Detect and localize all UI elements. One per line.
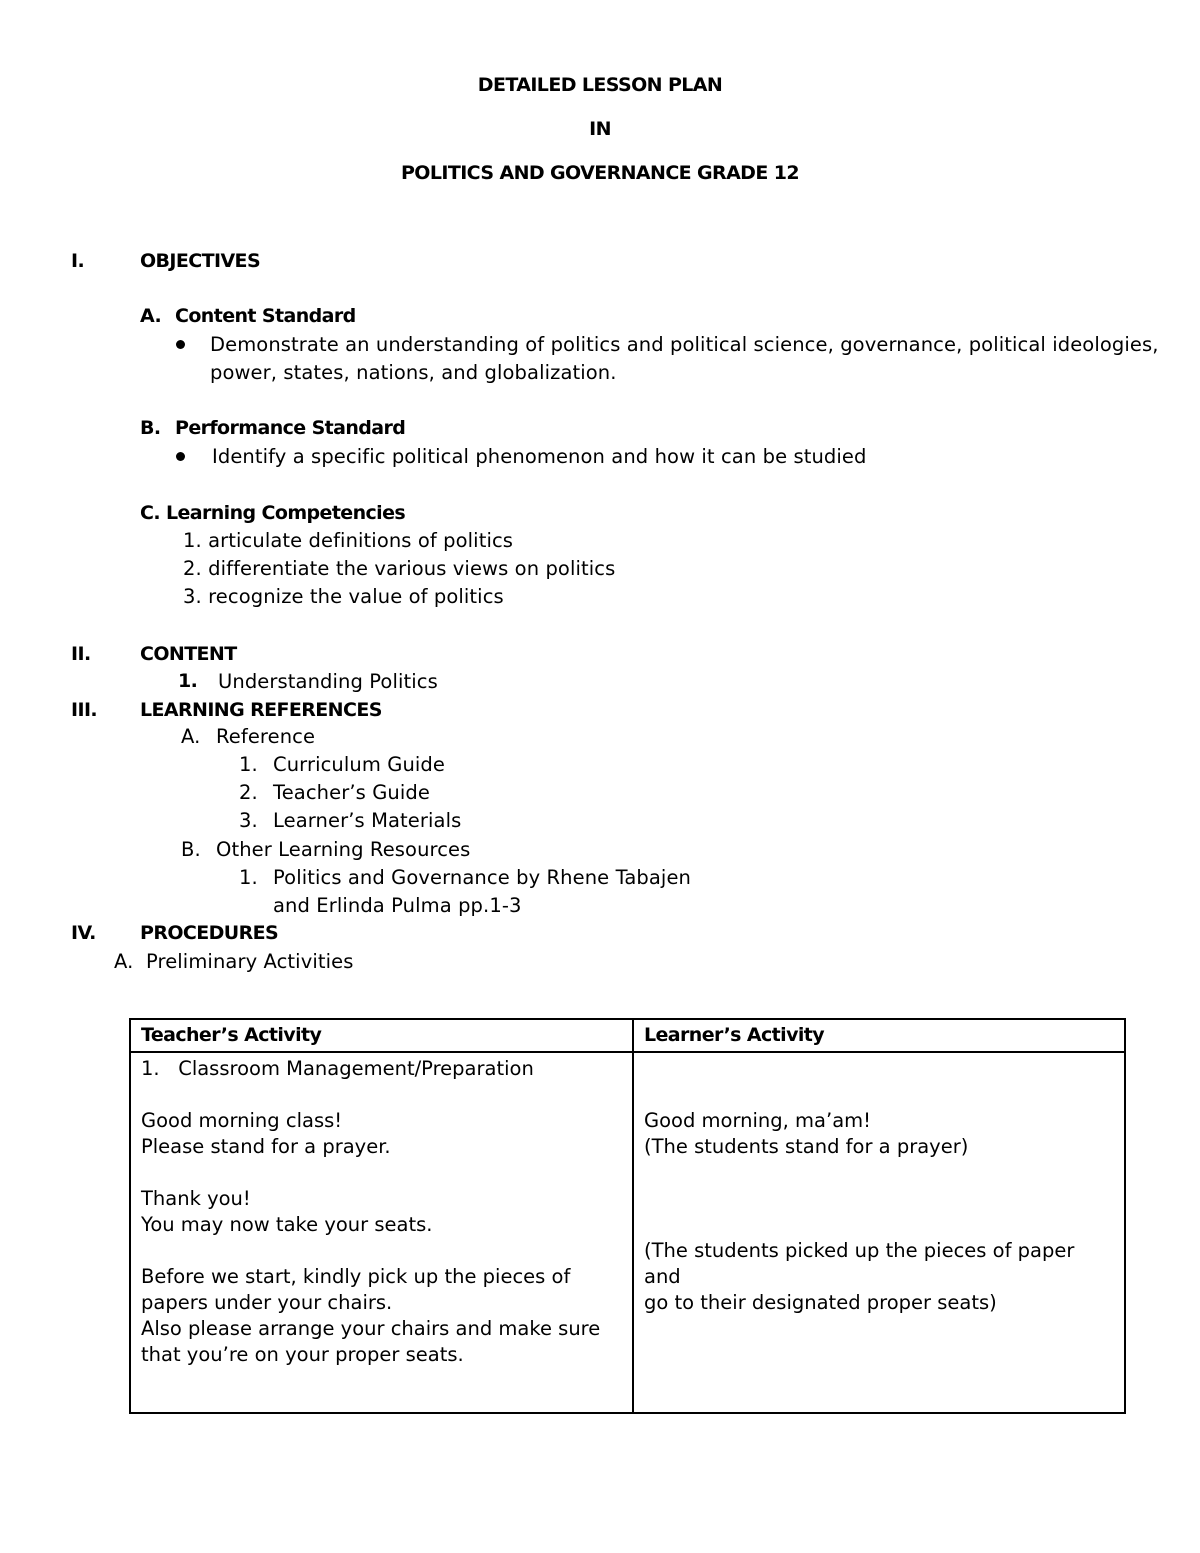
content-item-text: Understanding Politics — [218, 670, 438, 693]
teacher-activity-cell — [130, 1052, 633, 1413]
teacher-activity-heading: 1. Classroom Management/Preparation — [141, 1057, 534, 1080]
learning-competencies-title: C. Learning Competencies — [140, 502, 406, 524]
section-numeral-content: II. — [71, 643, 91, 665]
content-standard-title: Content Standard — [175, 305, 356, 327]
content-item-number: 1. — [178, 670, 198, 692]
section-title-references: LEARNING REFERENCES — [140, 699, 382, 721]
reference-item-text: Learner’s Materials — [273, 809, 462, 832]
learner-line: go to their designated proper seats) — [644, 1291, 997, 1314]
reference-item-number: 3. — [239, 809, 258, 832]
reference-a-letter: A. — [181, 725, 201, 748]
section-numeral-objectives: I. — [71, 250, 85, 272]
procedures-sub-heading: A. Preliminary Activities — [114, 950, 354, 973]
bullet-icon — [176, 340, 185, 349]
competency-item: 1. articulate definitions of politics — [183, 529, 514, 552]
resource-item-number: 1. — [239, 866, 258, 889]
bullet-icon — [176, 452, 185, 461]
teacher-line: Thank you! — [141, 1187, 251, 1210]
learner-activity-cell — [633, 1052, 1125, 1413]
doc-title-line3: POLITICS AND GOVERNANCE GRADE 12 — [400, 162, 799, 184]
reference-item-number: 2. — [239, 781, 258, 804]
performance-standard-text: Identify a specific political phenomenon and how it can be studied — [212, 445, 867, 468]
competency-item: 2. differentiate the various views on politics — [183, 557, 616, 580]
teacher-line: Before we start, kindly pick up the pieces of — [141, 1265, 571, 1288]
learner-line: Good morning, ma’am! — [644, 1109, 871, 1132]
section-title-content: CONTENT — [140, 643, 237, 665]
subsection-letter-b: B. — [140, 417, 161, 439]
resource-item-text-2: and Erlinda Pulma pp.1-3 — [273, 894, 522, 917]
activity-table — [129, 1018, 1126, 1414]
teacher-line: Also please arrange your chairs and make sure — [141, 1317, 601, 1340]
resource-item-text-1: Politics and Governance by Rhene Tabajen — [273, 866, 692, 889]
performance-standard-title: Performance Standard — [175, 417, 406, 439]
teacher-line: Good morning class! — [141, 1109, 343, 1132]
reference-item-number: 1. — [239, 753, 258, 776]
reference-b-title: Other Learning Resources — [216, 838, 471, 861]
learner-activity-header: Learner’s Activity — [633, 1019, 1125, 1052]
teacher-line: You may now take your seats. — [141, 1213, 433, 1236]
learner-line: (The students stand for a prayer) — [644, 1135, 969, 1158]
reference-item-text: Curriculum Guide — [273, 753, 445, 776]
section-numeral-procedures: IV. — [71, 922, 96, 944]
content-standard-text-1: Demonstrate an understanding of politics and political science, governance, political ideologies, — [210, 333, 1159, 356]
reference-a-title: Reference — [216, 725, 316, 748]
section-title-procedures: PROCEDURES — [140, 922, 279, 944]
section-numeral-references: III. — [71, 699, 98, 721]
doc-title-line2: IN — [589, 118, 611, 140]
section-title-objectives: OBJECTIVES — [140, 250, 261, 272]
doc-title-line1: DETAILED LESSON PLAN — [477, 74, 723, 96]
teacher-activity-header: Teacher’s Activity — [130, 1019, 633, 1052]
teacher-line: papers under your chairs. — [141, 1291, 393, 1314]
subsection-letter-a: A. — [140, 305, 162, 327]
teacher-line: that you’re on your proper seats. — [141, 1343, 464, 1366]
learner-line: (The students picked up the pieces of paper and — [644, 1239, 1075, 1288]
content-standard-text-2: power, states, nations, and globalization. — [210, 361, 617, 384]
competency-item: 3. recognize the value of politics — [183, 585, 504, 608]
teacher-line: Please stand for a prayer. — [141, 1135, 391, 1158]
reference-item-text: Teacher’s Guide — [273, 781, 430, 804]
reference-b-letter: B. — [181, 838, 201, 861]
